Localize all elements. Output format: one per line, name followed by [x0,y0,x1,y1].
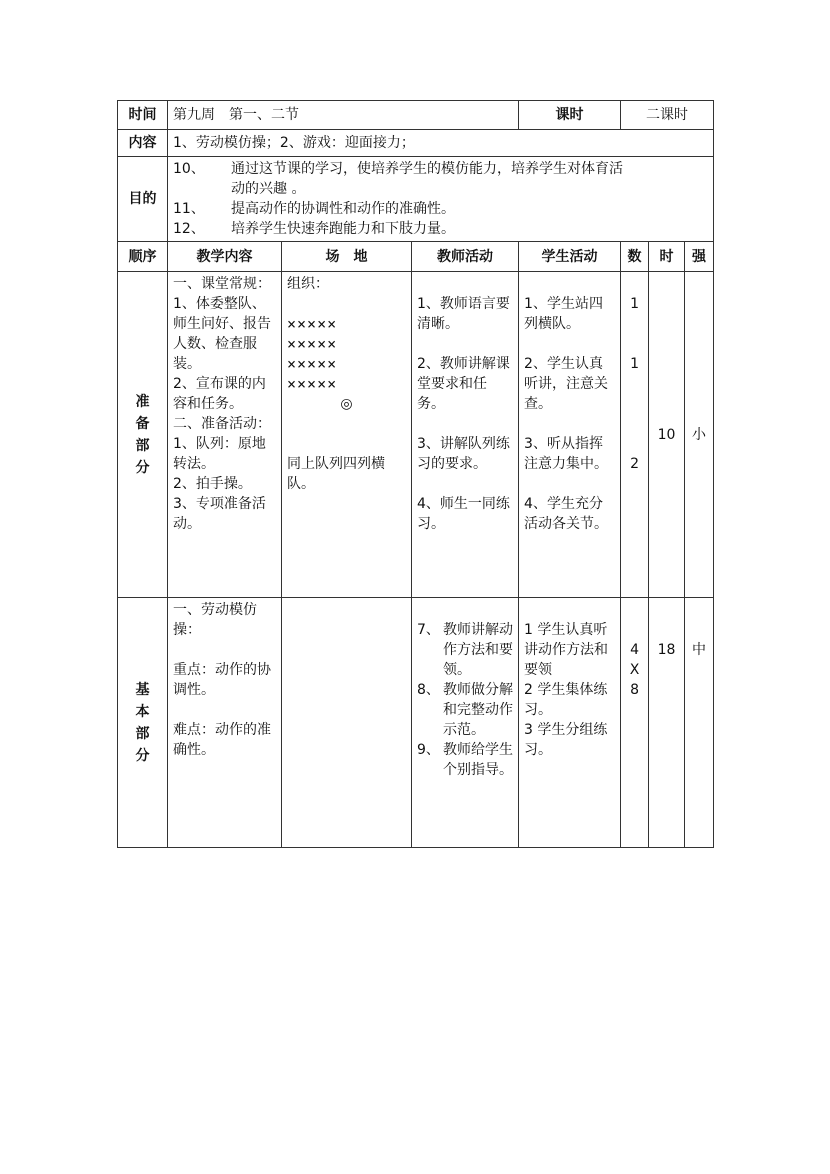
student-activity-item: 1、学生站四列横队。 [524,296,603,332]
prep-time: 10 [649,272,685,598]
teacher-activity-item: 1、教师语言要清晰。 [417,296,510,332]
goal-text-cont: 动的兴趣 。 [231,181,306,197]
content-row [118,130,714,157]
basic-counts [621,598,649,848]
period-value: 二课时 [621,101,714,130]
item-text: 教师讲解动作方法和要领。 [443,622,513,678]
teacher-activity-item [417,620,513,680]
basic-field [282,598,412,848]
item-number: 8、 [417,682,440,698]
goal-text: 提高动作的协调性和动作的准确性。 [231,201,455,217]
content-value: 1、劳动模仿操；2、游戏：迎面接力； [168,130,714,157]
col-teaching-content: 教学内容 [168,242,282,272]
time-value: 第九周 第一、二节 [168,101,519,130]
prep-content-line: 1、队列：原地转法。 [173,436,266,472]
col-intensity: 强 [685,242,714,272]
lesson-plan-table [117,100,714,848]
student-activity-item: 3 学生分组练习。 [524,722,608,758]
teacher-activity-item: 2、教师讲解课堂要求和任务。 [417,356,510,412]
col-field: 场 地 [282,242,412,272]
student-activity-item: 3、听从指挥注意力集中。 [524,436,609,472]
count-value: 4 [630,642,639,658]
prep-student-activity [519,272,621,598]
prep-counts [621,272,649,598]
goals-label: 目的 [118,157,168,242]
basic-content-line: 一、劳动模仿操： [173,602,257,638]
col-teacher-activity: 教师活动 [412,242,519,272]
teacher-activity-item: 3、讲解队列练习的要求。 [417,436,510,472]
formation-row: ××××× [287,315,338,333]
goal-number: 11、 [173,201,205,217]
field-note: 同上队列四列横队。 [287,456,385,492]
prep-content-line: 1、体委整队、师生问好、报告人数、检查服装。 [173,296,271,372]
prep-content-line: 一、课堂常规： [173,276,271,292]
basic-time: 18 [649,598,685,848]
prep-section-label: 准 备 部 分 [118,272,168,598]
goals-row [118,157,714,242]
student-activity-item: 4、学生充分活动各关节。 [524,496,609,532]
teacher-activity-item: 4、师生一同练习。 [417,496,510,532]
basic-student-activity [519,598,621,848]
prep-intensity: 小 [685,272,714,598]
basic-content-line: 重点：动作的协调性。 [173,662,271,698]
count-value: 2 [630,456,639,472]
student-activity-item: 1 学生认真听讲动作方法和要领 [524,622,609,678]
formation-row: ××××× [287,335,338,353]
period-label: 课时 [519,101,621,130]
prep-content-line: 二、准备活动： [173,416,271,432]
content-label: 内容 [118,130,168,157]
goal-number: 10、 [173,161,205,177]
prep-content [168,272,282,598]
col-student-activity: 学生活动 [519,242,621,272]
field-organization-label: 组织： [287,276,329,292]
prep-content-line: 3、专项准备活动。 [173,496,266,532]
count-value: 1 [630,296,639,312]
goals-list [168,157,714,242]
prep-content-line: 2、拍手操。 [173,476,252,492]
goal-text: 通过这节课的学习，使培养学生的模仿能力，培养学生对体育活 [231,161,623,177]
col-order: 顺序 [118,242,168,272]
time-row [118,101,714,130]
basic-content-line: 难点：动作的准确性。 [173,722,271,758]
col-time: 时 [649,242,685,272]
teacher-position-symbol: ◎ [340,396,353,412]
prep-teacher-activity [412,272,519,598]
formation-row: ××××× [287,375,338,393]
prep-field [282,272,412,598]
item-number: 7、 [417,622,440,638]
prep-content-line: 2、宣布课的内容和任务。 [173,376,266,412]
col-count: 数 [621,242,649,272]
basic-content [168,598,282,848]
time-label: 时间 [118,101,168,130]
goal-item [173,199,708,219]
student-activity-item: 2、学生认真听讲，注意关查。 [524,356,609,412]
basic-section-label: 基 本 部 分 [118,598,168,848]
item-text: 教师给学生个别指导。 [443,742,513,778]
item-number: 9、 [417,742,440,758]
count-value: 8 [630,682,639,698]
goal-item [173,219,708,239]
goal-number: 12、 [173,221,205,237]
prep-section-row [118,272,714,598]
basic-section-row [118,598,714,848]
formation-row: ××××× [287,355,338,373]
item-text: 教师做分解和完整动作示范。 [443,682,513,738]
goal-item [173,159,708,199]
count-value: 1 [630,356,639,372]
basic-teacher-activity [412,598,519,848]
column-header-row [118,242,714,272]
count-value: X [629,662,640,678]
goal-text: 培养学生快速奔跑能力和下肢力量。 [231,221,455,237]
teacher-activity-item [417,740,513,780]
basic-intensity: 中 [685,598,714,848]
teacher-activity-item [417,680,513,740]
student-activity-item: 2 学生集体练习。 [524,682,608,718]
